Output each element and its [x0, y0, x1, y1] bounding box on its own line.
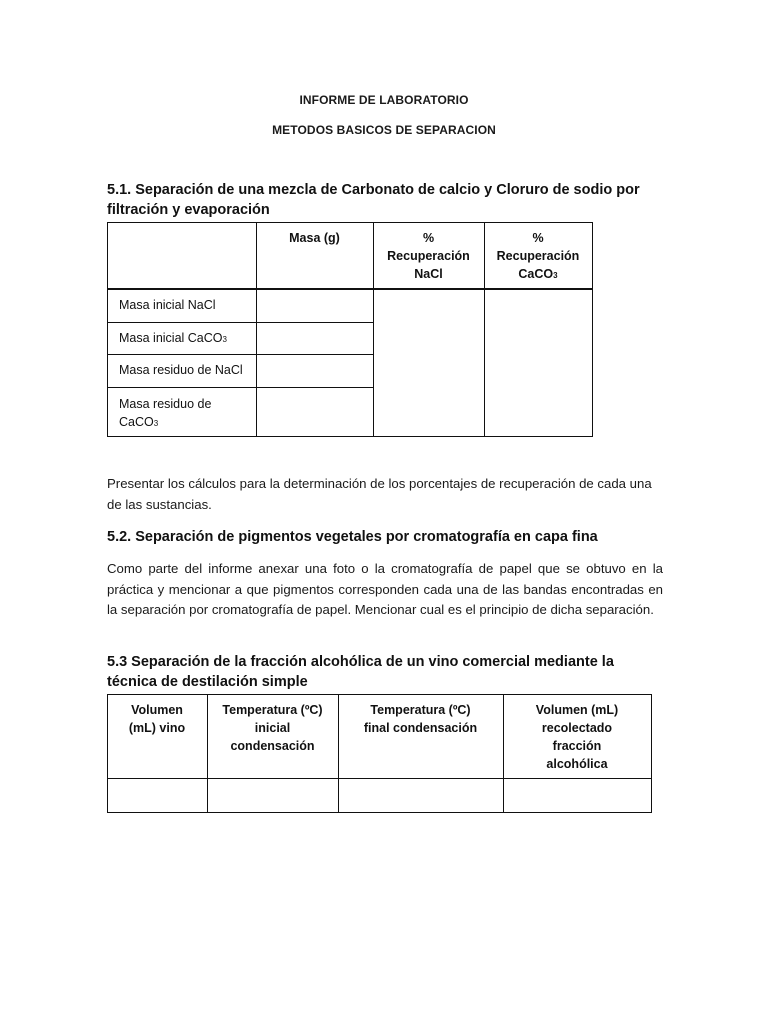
- header-caco-subscript: 3: [553, 271, 558, 280]
- header-line: final condensación: [363, 721, 478, 735]
- header-line: recolectado: [541, 721, 613, 735]
- header-line: condensación: [230, 739, 315, 753]
- header-line: Volumen (mL): [535, 703, 619, 717]
- table-border-top: [107, 222, 593, 223]
- header-line: alcohólica: [546, 757, 608, 771]
- header-line: inicial: [254, 721, 291, 735]
- header-line: (mL) vino: [128, 721, 186, 735]
- header-temp-inicial: [207, 701, 338, 755]
- row-label: [107, 395, 256, 433]
- header-volumen-recolectado: [503, 701, 651, 773]
- row-label: Masa inicial NaCl: [119, 298, 216, 312]
- row-label: [107, 329, 256, 349]
- header-line: Volumen: [131, 703, 183, 717]
- table-col-divider: [256, 222, 257, 437]
- row-label-line2: [119, 413, 256, 433]
- header-nacl-label: Recuperación: [387, 249, 470, 263]
- header-caco-sub: [484, 265, 592, 285]
- table-header-divider: [107, 778, 652, 779]
- header-line: Temperatura (ºC): [370, 703, 471, 717]
- row-label-subscript: 3: [153, 419, 159, 428]
- table-border-bottom: [107, 812, 652, 813]
- header-line: fracción: [552, 739, 602, 753]
- report-subtitle: METODOS BASICOS DE SEPARACION: [272, 123, 496, 137]
- table-header-divider: [107, 288, 593, 290]
- header-caco-recovery: [484, 229, 592, 285]
- row-label-text: Masa residuo de: [119, 397, 212, 411]
- header-caco-formula: CaCO: [518, 267, 554, 281]
- header-volumen-vino: [107, 701, 207, 737]
- header-temp-final: [338, 701, 503, 737]
- section-5-2-body: Como parte del informe anexar una foto o la cromatografía de papel que se obtuvo en la práctica y mencionar a que pigmentos corresponden cada una de las bandas encontradas en la separación por cromatografía de papel. Mencionar cual es el principio de dicha separación.: [107, 561, 663, 617]
- row-label-text: Masa inicial CaCO: [119, 331, 223, 345]
- section-5-3-heading: 5.3 Separación de la fracción alcohólica de un vino comercial mediante la técnica de destilación simple: [107, 654, 614, 690]
- table-border-right: [592, 222, 593, 437]
- table-border-top: [107, 694, 652, 695]
- header-masa: Masa (g): [289, 231, 340, 245]
- header-caco-pct: %: [532, 231, 544, 245]
- header-nacl-pct: %: [422, 231, 435, 245]
- report-title: INFORME DE LABORATORIO: [299, 93, 469, 107]
- calculation-note: Presentar los cálculos para la determinación de los porcentajes de recuperación de cada una de las sustancias.: [107, 476, 652, 512]
- row-label-formula: CaCO: [119, 415, 154, 429]
- header-nacl-recovery: [373, 229, 484, 283]
- table-row-divider: [107, 354, 374, 355]
- row-label: Masa residuo de NaCl: [119, 363, 243, 377]
- row-label-subscript: 3: [222, 335, 227, 344]
- section-5-2-heading: 5.2. Separación de pigmentos vegetales por cromatografía en capa fina: [107, 529, 598, 545]
- header-line: Temperatura (ºC): [222, 703, 323, 717]
- header-nacl-sub: NaCl: [414, 267, 443, 281]
- header-caco-label: Recuperación: [496, 249, 580, 263]
- table-border-bottom: [107, 436, 593, 437]
- table-border-right: [651, 694, 652, 813]
- table-row-divider: [107, 387, 374, 388]
- section-5-1-heading: 5.1. Separación de una mezcla de Carbonato de calcio y Cloruro de sodio por filtración y evaporación: [107, 182, 640, 218]
- table-row-divider: [107, 322, 374, 323]
